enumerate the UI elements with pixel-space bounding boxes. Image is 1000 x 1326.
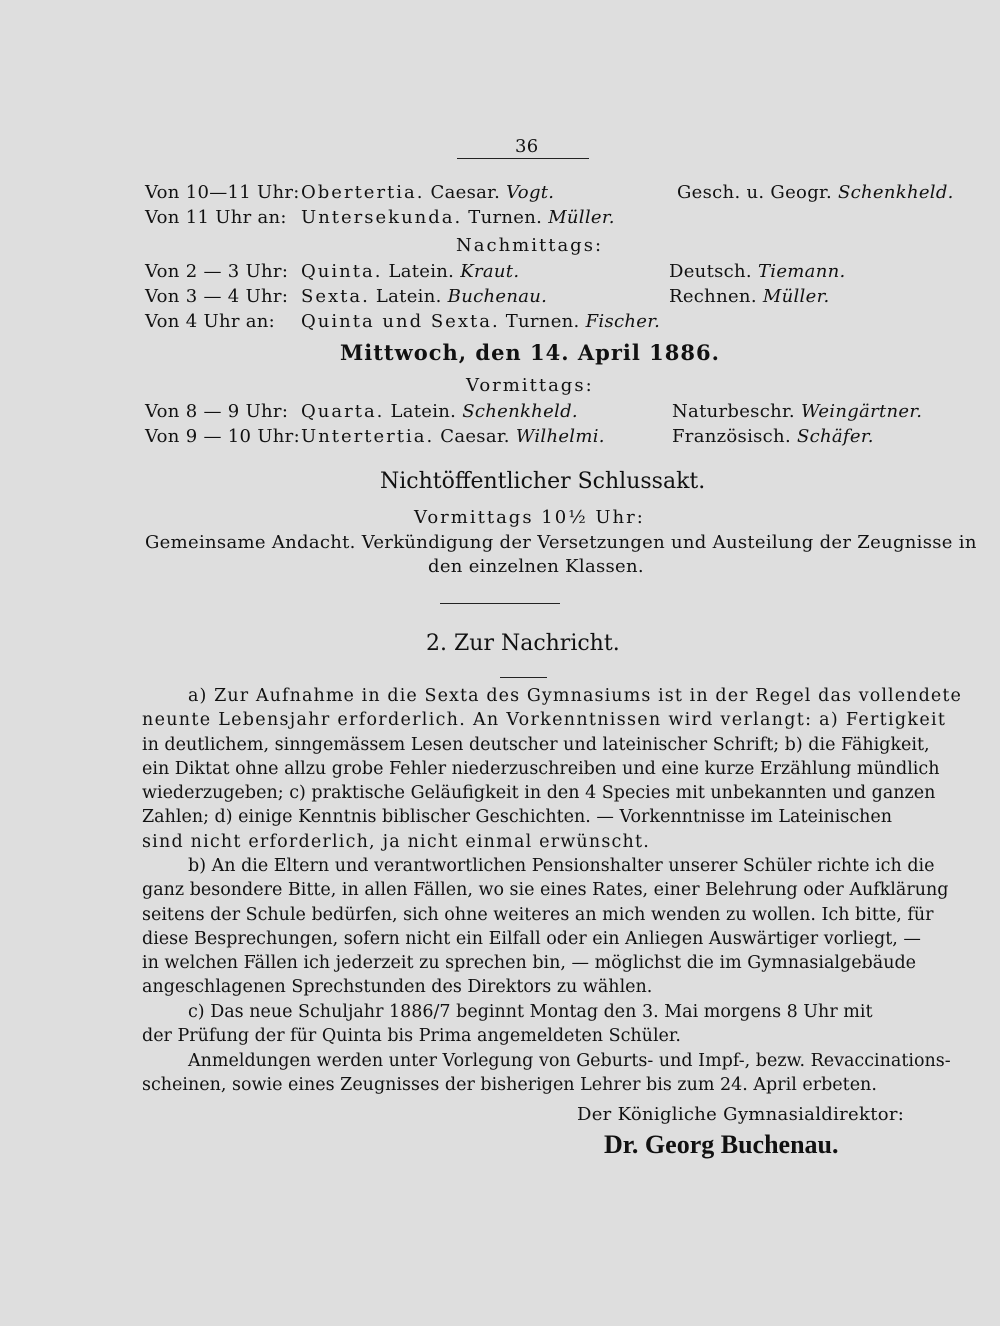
paragraph-a: a) Zur Aufnahme in die Sexta des Gymnasiums ist in der Regel das vollendete neunte Lebensjahr erforderlich. An Vorkenntnissen wird verlangt: a) Fertigkeit in deutlichem, sinngemässem Lesen deutscher und lateinischer Schrift; b) die Fähigkeit, ein Diktat ohne allzu grobe Fehler niederzuschreiben und eine kurze Erzählung mündlich wiederzugeben; c) praktische Geläufigkeit in den 4 Species mit unbekannten und ganzen Zahlen; d) einige Kenntnis biblischer Geschichten. — Vorkenntnisse im Lateinischen sind nicht erforderlich, ja nicht einmal erwünscht. <box>142 686 962 852</box>
schlussakt-time: Vormittags 10½ Uhr: <box>414 507 645 528</box>
schedule-row: Von 2 — 3 Uhr: Quinta. Latein. Kraut. <box>145 261 520 282</box>
schlussakt-text: Gemeinsame Andacht. Verkündigung der Versetzungen und Austeilung der Zeugnisse in <box>145 532 977 553</box>
schedule-row-second: Französisch. Schäfer. <box>672 426 874 447</box>
schedule-row-second: Gesch. u. Geogr. Schenkheld. <box>677 182 954 203</box>
schlussakt-text: den einzelnen Klassen. <box>428 556 644 577</box>
schedule-row: Von 9 — 10 Uhr: Untertertia. Caesar. Wilhelmi. <box>145 426 605 447</box>
page-number: 36 <box>515 136 539 157</box>
schedule-row-second: Rechnen. Müller. <box>669 286 830 307</box>
paragraph-c: c) Das neue Schuljahr 1886/7 beginnt Montag den 3. Mai morgens 8 Uhr mit der Prüfung der für Quinta bis Prima angemeldeten Schüler. Anmeldungen werden unter Vorlegung von Geburts- und Impf-, bezw. Revaccinations- scheinen, sowie eines Zeugnisses der bisherigen Lehrer bis zum 24. April erbeten. <box>142 1002 951 1095</box>
signature-title: Der Königliche Gymnasialdirektor: <box>577 1104 905 1125</box>
schlussakt-title: Nichtöffentlicher Schlussakt. <box>380 469 706 494</box>
divider <box>457 158 589 159</box>
paragraph-b: b) An die Eltern und verantwortlichen Pensionshalter unserer Schüler richte ich die ganz besondere Bitte, in allen Fällen, wo sie eines Rates, einer Belehrung oder Aufklärung seitens der Schule bedürfen, sich ohne weiteres an mich wenden zu wollen. Ich bitte, für diese Besprechungen, sofern nicht ein Eilfall oder ein Anliegen Auswärtiger vorliegt, — in welchen Fällen ich jederzeit zu sprechen bin, — möglichst die im Gymnasialgebäude angeschlagenen Sprechstunden des Direktors zu wählen. <box>142 856 949 998</box>
nachmittags-heading: Nachmittags: <box>456 235 604 256</box>
schedule-row: Von 8 — 9 Uhr: Quarta. Latein. Schenkheld. <box>145 401 578 422</box>
signature-name: Dr. Georg Buchenau. <box>604 1130 839 1159</box>
schedule-row: Von 4 Uhr an: Quinta und Sexta. Turnen. Fischer. <box>145 311 661 332</box>
schedule-row: Von 10—11 Uhr: Obertertia. Caesar. Vogt. <box>145 182 555 203</box>
schedule-row-second: Naturbeschr. Weingärtner. <box>672 401 923 422</box>
divider <box>440 603 560 604</box>
vormittags-heading: Vormittags: <box>466 375 594 396</box>
section-title: 2. Zur Nachricht. <box>426 631 620 656</box>
schedule-row: Von 3 — 4 Uhr: Sexta. Latein. Buchenau. <box>145 286 548 307</box>
schedule-row: Von 11 Uhr an: Untersekunda. Turnen. Müller. <box>145 207 615 228</box>
divider <box>500 677 547 678</box>
day-heading: Mittwoch, den 14. April 1886. <box>340 340 720 365</box>
schedule-row-second: Deutsch. Tiemann. <box>669 261 846 282</box>
